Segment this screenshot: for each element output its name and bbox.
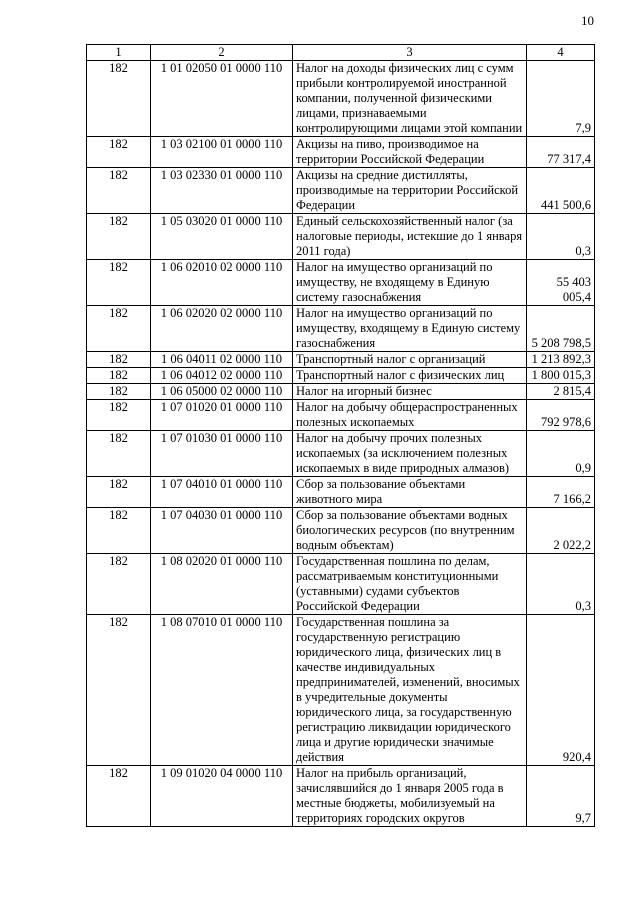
admin-code-cell: 182 bbox=[87, 214, 151, 260]
revenue-name-cell: Сбор за пользование объектами водных биологических ресурсов (по внутренним водным объектам) bbox=[293, 508, 527, 554]
table-row bbox=[87, 384, 595, 400]
amount-cell: 55 403 005,4 bbox=[527, 260, 595, 306]
table-row bbox=[87, 477, 595, 508]
table-row bbox=[87, 168, 595, 214]
amount-cell: 0,3 bbox=[527, 554, 595, 615]
revenue-name-cell: Государственная пошлина по делам, рассматриваемым конституционными (уставными) судами субъектов Российской Федерации bbox=[293, 554, 527, 615]
table-row bbox=[87, 615, 595, 766]
amount-cell: 1 213 892,3 bbox=[527, 352, 595, 368]
column-header-3: 3 bbox=[293, 45, 527, 61]
amount-cell: 920,4 bbox=[527, 615, 595, 766]
budget-code-cell: 1 09 01020 04 0000 110 bbox=[151, 766, 293, 827]
admin-code-cell: 182 bbox=[87, 508, 151, 554]
table-row bbox=[87, 352, 595, 368]
admin-code-cell: 182 bbox=[87, 766, 151, 827]
table-row bbox=[87, 368, 595, 384]
table-row bbox=[87, 260, 595, 306]
admin-code-cell: 182 bbox=[87, 352, 151, 368]
table-row bbox=[87, 766, 595, 827]
amount-cell: 2 815,4 bbox=[527, 384, 595, 400]
admin-code-cell: 182 bbox=[87, 477, 151, 508]
amount-cell: 7 166,2 bbox=[527, 477, 595, 508]
budget-code-cell: 1 08 07010 01 0000 110 bbox=[151, 615, 293, 766]
admin-code-cell: 182 bbox=[87, 400, 151, 431]
revenue-name-cell: Акцизы на пиво, производимое на территории Российской Федерации bbox=[293, 137, 527, 168]
admin-code-cell: 182 bbox=[87, 306, 151, 352]
amount-cell: 2 022,2 bbox=[527, 508, 595, 554]
amount-cell: 1 800 015,3 bbox=[527, 368, 595, 384]
admin-code-cell: 182 bbox=[87, 554, 151, 615]
budget-code-cell: 1 06 05000 02 0000 110 bbox=[151, 384, 293, 400]
budget-code-cell: 1 05 03020 01 0000 110 bbox=[151, 214, 293, 260]
table-row bbox=[87, 400, 595, 431]
budget-code-cell: 1 07 01030 01 0000 110 bbox=[151, 431, 293, 477]
admin-code-cell: 182 bbox=[87, 137, 151, 168]
table-body bbox=[87, 61, 595, 827]
amount-cell: 7,9 bbox=[527, 61, 595, 137]
amount-cell: 77 317,4 bbox=[527, 137, 595, 168]
revenue-name-cell: Налог на добычу общераспространенных полезных ископаемых bbox=[293, 400, 527, 431]
amount-cell: 0,3 bbox=[527, 214, 595, 260]
amount-cell: 441 500,6 bbox=[527, 168, 595, 214]
revenue-name-cell: Налог на имущество организаций по имуществу, не входящему в Единую систему газоснабжения bbox=[293, 260, 527, 306]
budget-code-cell: 1 03 02330 01 0000 110 bbox=[151, 168, 293, 214]
admin-code-cell: 182 bbox=[87, 168, 151, 214]
revenue-name-cell: Государственная пошлина за государственную регистрацию юридического лица, физических лиц в качестве индивидуальных предпринимателей, изменений, вносимых в учредительные документы юридического лица, за государственную регистрацию ликвидации юридического лица и другие юридически значимые действия bbox=[293, 615, 527, 766]
admin-code-cell: 182 bbox=[87, 384, 151, 400]
budget-code-cell: 1 06 02010 02 0000 110 bbox=[151, 260, 293, 306]
column-header-1: 1 bbox=[87, 45, 151, 61]
revenue-name-cell: Транспортный налог с организаций bbox=[293, 352, 527, 368]
budget-code-cell: 1 06 04012 02 0000 110 bbox=[151, 368, 293, 384]
table-row bbox=[87, 508, 595, 554]
revenue-name-cell: Налог на доходы физических лиц с сумм прибыли контролируемой иностранной компании, полученной физическими лицами, признаваемыми контролирующими лицами этой компании bbox=[293, 61, 527, 137]
table-row bbox=[87, 137, 595, 168]
table-row bbox=[87, 61, 595, 137]
budget-code-cell: 1 08 02020 01 0000 110 bbox=[151, 554, 293, 615]
revenue-name-cell: Транспортный налог с физических лиц bbox=[293, 368, 527, 384]
admin-code-cell: 182 bbox=[87, 260, 151, 306]
admin-code-cell: 182 bbox=[87, 431, 151, 477]
column-header-2: 2 bbox=[151, 45, 293, 61]
table-row bbox=[87, 554, 595, 615]
budget-code-cell: 1 06 04011 02 0000 110 bbox=[151, 352, 293, 368]
table-header-row bbox=[87, 45, 595, 61]
revenue-name-cell: Налог на прибыль организаций, зачислявшийся до 1 января 2005 года в местные бюджеты, мобилизуемый на территориях городских округов bbox=[293, 766, 527, 827]
revenue-name-cell: Единый сельскохозяйственный налог (за налоговые периоды, истекшие до 1 января 2011 года) bbox=[293, 214, 527, 260]
budget-code-cell: 1 07 04030 01 0000 110 bbox=[151, 508, 293, 554]
revenue-name-cell: Акцизы на средние дистилляты, производимые на территории Российской Федерации bbox=[293, 168, 527, 214]
budget-code-cell: 1 07 04010 01 0000 110 bbox=[151, 477, 293, 508]
admin-code-cell: 182 bbox=[87, 61, 151, 137]
admin-code-cell: 182 bbox=[87, 368, 151, 384]
amount-cell: 5 208 798,5 bbox=[527, 306, 595, 352]
amount-cell: 9,7 bbox=[527, 766, 595, 827]
table-row bbox=[87, 431, 595, 477]
budget-code-cell: 1 06 02020 02 0000 110 bbox=[151, 306, 293, 352]
revenue-table bbox=[86, 44, 595, 827]
admin-code-cell: 182 bbox=[87, 615, 151, 766]
revenue-name-cell: Налог на игорный бизнес bbox=[293, 384, 527, 400]
amount-cell: 792 978,6 bbox=[527, 400, 595, 431]
budget-code-cell: 1 03 02100 01 0000 110 bbox=[151, 137, 293, 168]
page-number: 10 bbox=[581, 13, 594, 28]
revenue-name-cell: Налог на добычу прочих полезных ископаемых (за исключением полезных ископаемых в виде природных алмазов) bbox=[293, 431, 527, 477]
revenue-name-cell: Сбор за пользование объектами животного мира bbox=[293, 477, 527, 508]
table-row bbox=[87, 306, 595, 352]
budget-code-cell: 1 01 02050 01 0000 110 bbox=[151, 61, 293, 137]
budget-code-cell: 1 07 01020 01 0000 110 bbox=[151, 400, 293, 431]
amount-cell: 0,9 bbox=[527, 431, 595, 477]
revenue-name-cell: Налог на имущество организаций по имуществу, входящему в Единую систему газоснабжения bbox=[293, 306, 527, 352]
column-header-4: 4 bbox=[527, 45, 595, 61]
table-row bbox=[87, 214, 595, 260]
